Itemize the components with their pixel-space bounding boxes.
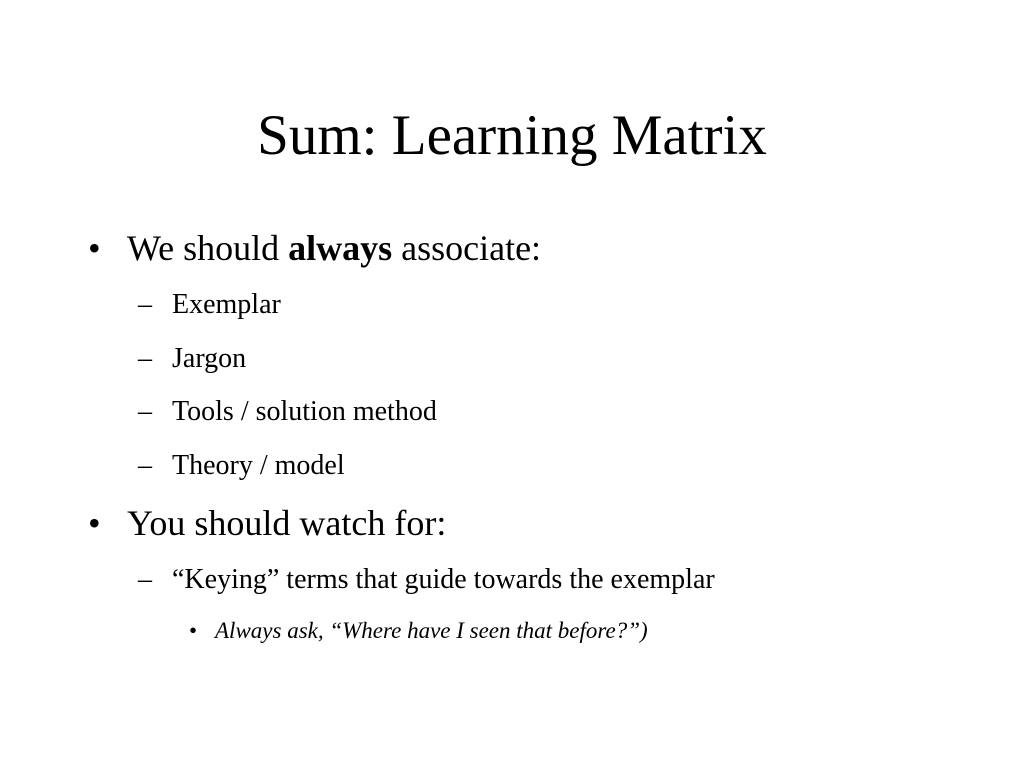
dash-marker: –	[138, 564, 152, 595]
bullet-marker: •	[88, 503, 101, 543]
sub-bullet-text: Exemplar	[172, 289, 281, 320]
sub-bullet-text: “Keying” terms that guide towards the exemplar	[172, 564, 715, 595]
slide-title: Sum: Learning Matrix	[257, 104, 767, 167]
dash-marker: –	[138, 289, 152, 320]
sub-bullet-text: Tools / solution method	[172, 396, 437, 427]
sub-bullet-text: Jargon	[172, 343, 247, 374]
bullet-text-emphasis: always	[288, 228, 393, 268]
bullet-marker: •	[88, 228, 101, 268]
bullet-text	[127, 226, 541, 270]
dash-marker: –	[138, 343, 152, 374]
sub-sub-bullet-text: Always ask, “Where have I seen that before?”)	[215, 618, 648, 643]
bullet-text-start: We should	[127, 228, 289, 268]
bullet-text: You should watch for:	[127, 503, 447, 543]
bullet-text-end: associate:	[392, 228, 542, 268]
sub-bullet-text: Theory / model	[172, 450, 345, 481]
dash-marker: –	[138, 396, 152, 427]
dash-marker: –	[138, 450, 152, 481]
bullet-marker: •	[189, 618, 198, 643]
